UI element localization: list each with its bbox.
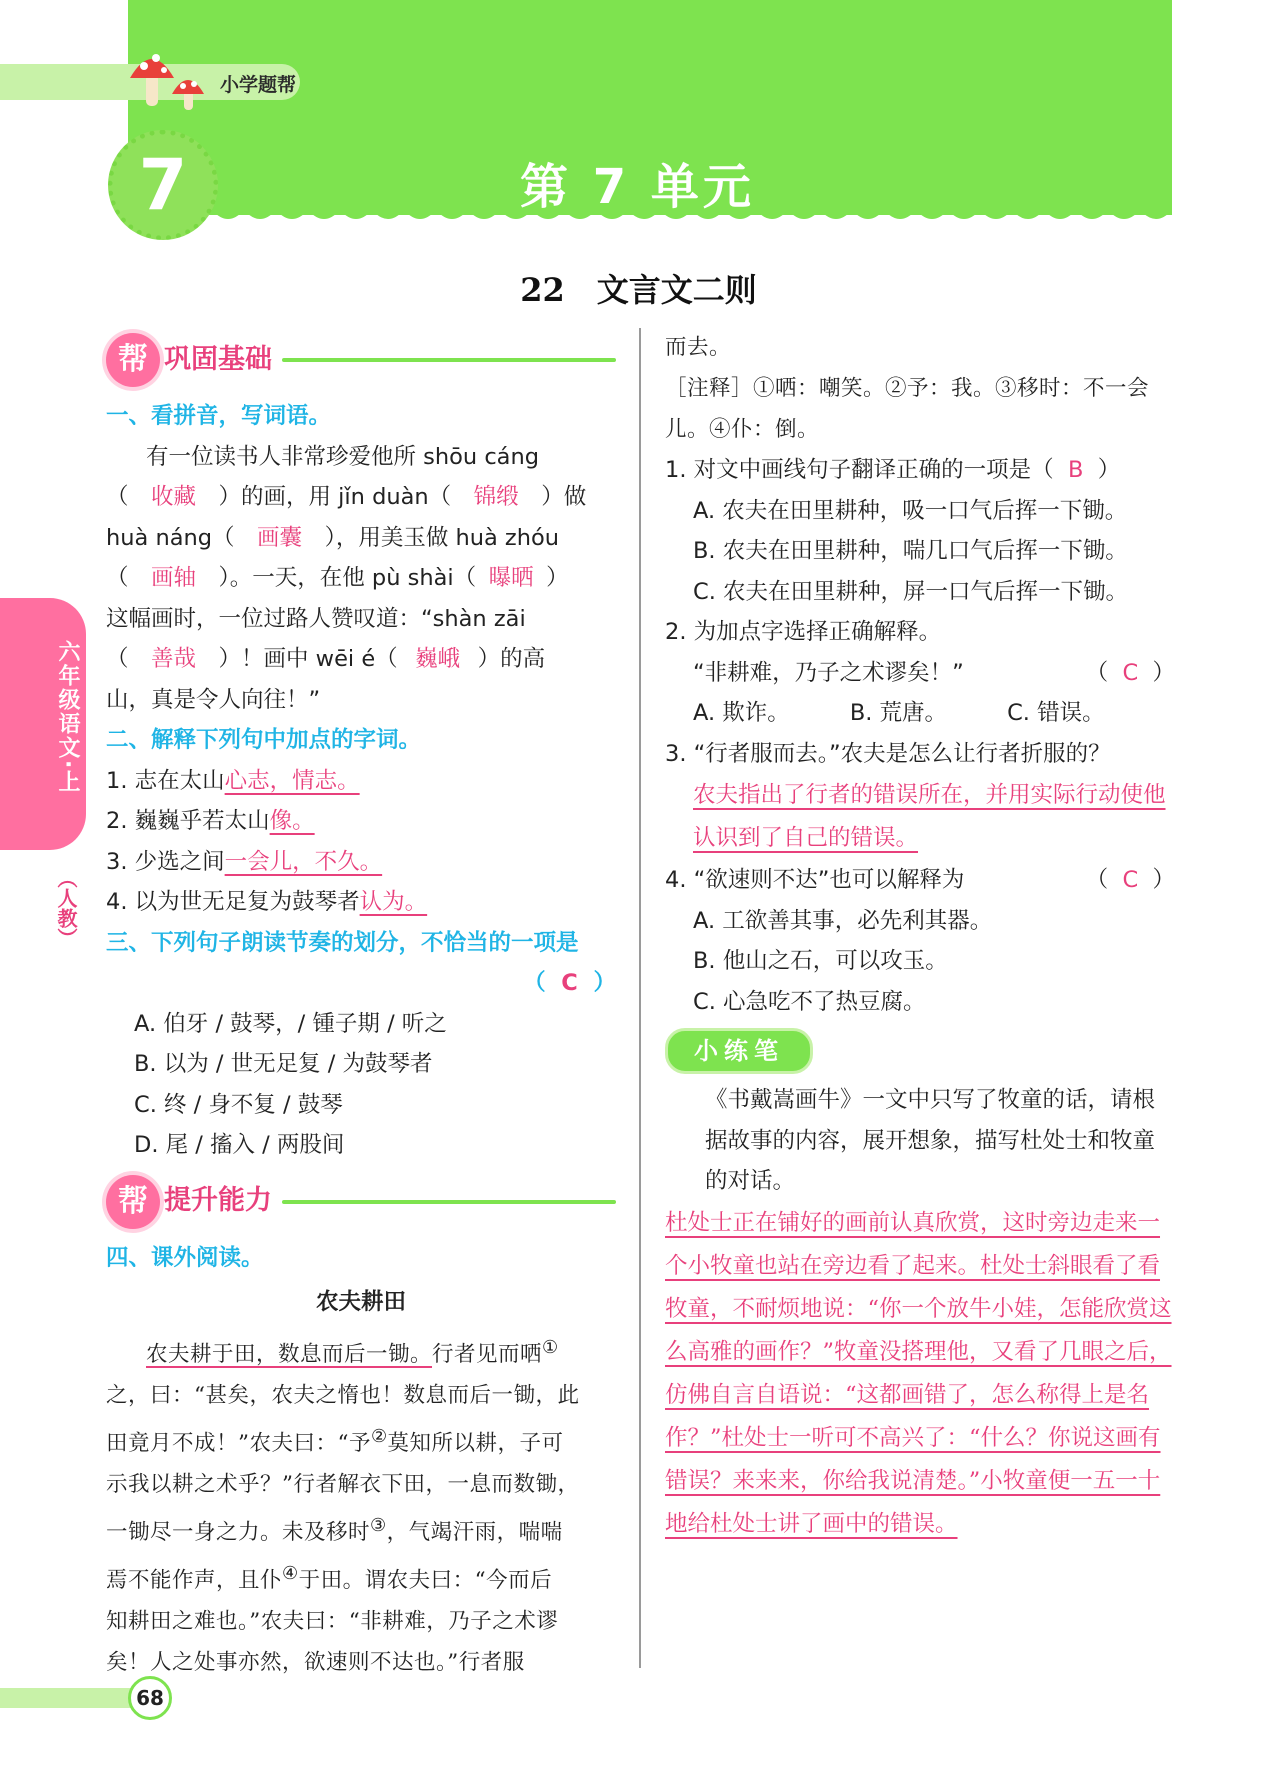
q3-option: A. 伯牙 / 鼓琴，/ 锺子期 / 听之 (134, 1010, 447, 1037)
answer: 认为。 (359, 889, 428, 915)
section-rule (282, 358, 616, 362)
passage-line: 焉不能作声，且仆④于田。谓农夫曰：“今而后 (106, 1562, 553, 1594)
question-3-head: 三、下列句子朗读节奏的划分，不恰当的一项是 (106, 929, 579, 956)
subq-4-option: A. 工欲善其事，必先利其器。 (693, 907, 993, 934)
section-title: 巩固基础 (164, 343, 272, 375)
q3-option: C. 终 / 身不复 / 鼓琴 (134, 1091, 343, 1118)
passage-line: 之，曰：“甚矣，农夫之惰也！数息而后一锄，此 (106, 1382, 580, 1408)
subq-4: 4. “欲速则不达”也可以解释为 （ C ） (665, 867, 1175, 893)
underlined-sentence: 农夫耕于田，数息而后一锄。 (146, 1341, 433, 1367)
answer: B (1067, 457, 1084, 483)
q1-line: 山，真是令人向往！” (106, 686, 321, 713)
notes-line: 儿。④仆：倒。 (665, 417, 820, 442)
q1-line: 有一位读书人非常珍爱他所 shōu cáng (146, 443, 540, 470)
lesson-title: 22 文言文二则 (520, 271, 757, 309)
answer: C (561, 970, 578, 996)
notes-line: ［注释］①哂：嘲笑。②予：我。③移时：不一会 (665, 376, 1150, 401)
answer: C (1122, 867, 1139, 893)
section-advanced-header (106, 1172, 616, 1232)
unit-title: 第 7 单元 (520, 159, 755, 215)
answer: 心志，情志。 (224, 767, 360, 794)
mushroom-icon (128, 44, 218, 114)
practice-prompt: 《书戴嵩画牛》一文中只写了牧童的话，请根据故事的内容，展开想象，描写杜处士和牧童的对话。 (705, 1087, 1156, 1194)
q2-item: 1. 志在太山心志，情志。 (106, 767, 360, 794)
subq-2-quote: “非耕难，乃子之术谬矣！” （ C ） (693, 659, 1175, 686)
answer: 一会儿，不久。 (224, 848, 383, 875)
q2-item: 3. 少选之间一会儿，不久。 (106, 848, 383, 875)
passage-line: 农夫耕于田，数息而后一锄。行者见而哂① (146, 1336, 559, 1367)
section-basics-header (106, 330, 616, 390)
answer: 画轴 (151, 565, 197, 591)
subq-2-options: A. 欺诈。 B. 荒唐。 C. 错误。 (693, 700, 1105, 726)
answer: 曝晒 (488, 565, 534, 591)
q1-line: huà náng（ 画囊 ），用美玉做 huà zhóu (106, 518, 616, 559)
brand-name: 小学题帮 (220, 74, 297, 96)
question-2-head: 二、解释下列句中加点的字词。 (106, 727, 422, 753)
column-divider (639, 328, 641, 1668)
bang-badge: 帮 (106, 333, 160, 387)
answer: 巍峨 (415, 646, 461, 672)
reading-passage-cont (665, 327, 1175, 450)
subq-4-option: B. 他山之石，可以攻玉。 (693, 948, 948, 974)
passage-line: 知耕田之难也。”农夫曰：“非耕难，乃子之术谬 (106, 1609, 559, 1635)
subq-1-option: B. 农夫在田里耕种，喘几口气后挥一下锄。 (693, 538, 1128, 564)
q1-line: （ 善哉 ）！画中 wēi é（ 巍峨 ）的高 (106, 639, 616, 680)
answer: 画囊 (257, 524, 303, 551)
unit-number-badge (108, 130, 218, 240)
q1-line: （ 画轴 ）。一天，在他 pù shài（ 曝晒 ） (106, 558, 616, 599)
subq-2: 2. 为加点字选择正确解释。 (665, 619, 942, 645)
passage-line: 示我以耕之术乎？”行者解衣下田，一息而数锄， (106, 1471, 580, 1497)
subq-1-option: A. 农夫在田里耕种，吸一口气后挥一下锄。 (693, 497, 1128, 524)
passage-line: 田竟月不成！”农夫曰：“予②莫知所以耕，子可 (106, 1425, 564, 1456)
page-number: 68 (128, 1676, 172, 1720)
subq-1: 1. 对文中画线句子翻译正确的一项是（ B ） (665, 457, 1121, 483)
reading-title: 农夫耕田 (315, 1289, 406, 1315)
subq-3: 3. “行者服而去。”农夫是怎么让行者折服的？ (665, 740, 1111, 767)
practice-answer: 杜处士正在铺好的画前认真欣赏，这时旁边走来一个小牧童也站在旁边看了起来。杜处士斜眼看了看牧童，不耐烦地说：“你一个放牛小娃，怎能欣赏这么高雅的画作？”牧童没搭理他，又看了几眼之后，仿佛自言自语说：“这都画错了，怎么称得上是名作？”杜处士一听可不高兴了：“什么？你说这画有错误？来来来，你给我说清楚。”小牧童便一五一十地给杜处士讲了画中的错误。 (665, 1209, 1172, 1537)
question-4-head: 四、课外阅读。 (106, 1244, 264, 1271)
q2-item: 4. 以为世无足复为鼓琴者认为。 (106, 889, 428, 915)
q3-option: D. 尾 / 搐入 / 两股间 (134, 1132, 345, 1158)
grade-label: 六年级语文·上 (55, 640, 80, 795)
q3-option: B. 以为 / 世无足复 / 为鼓琴者 (134, 1051, 433, 1077)
subq-1-option: C. 农夫在田里耕种，屏一口气后挥一下锄。 (693, 578, 1129, 605)
unit-number: 7 (138, 144, 188, 226)
reading-passage (106, 1327, 616, 1684)
section-title: 提升能力 (164, 1185, 272, 1217)
edition-label: （人教） (54, 868, 78, 948)
section-rule (282, 1200, 616, 1204)
passage-line: 一锄尽一身之力。未及移时③，气竭汗雨，喘喘 (106, 1514, 563, 1545)
answer: 收藏 (151, 484, 197, 510)
question-1-head: 一、看拼音，写词语。 (106, 403, 332, 429)
left-column (106, 330, 616, 1683)
answer: 善哉 (151, 646, 197, 672)
answer: 锦缎 (473, 484, 519, 510)
bang-badge: 帮 (106, 1175, 160, 1229)
q2-item: 2. 巍巍乎若太山像。 (106, 808, 315, 834)
answer: 像。 (269, 808, 315, 834)
q3-answer-bracket: （ C ） (523, 970, 616, 996)
q1-line: （ 收藏 ）的画，用 jǐn duàn（ 锦缎 ）做 (106, 477, 616, 518)
answer: C (1122, 659, 1139, 686)
passage-line: 矣！人之处事亦然，欲速则不达也。”行者服 (106, 1650, 525, 1676)
subq-4-option: C. 心急吃不了热豆腐。 (693, 988, 926, 1015)
practice-badge: 小练笔 (665, 1028, 813, 1074)
answer: 农夫指出了行者的错误所在，并用实际行动使他认识到了自己的错误。 (693, 782, 1166, 851)
right-column (665, 327, 1175, 1546)
passage-line: 而去。 (665, 335, 732, 360)
q1-line: 这幅画时，一位过路人赞叹道：“shàn zāi (106, 605, 526, 632)
practice-badge-row (665, 1022, 1175, 1080)
